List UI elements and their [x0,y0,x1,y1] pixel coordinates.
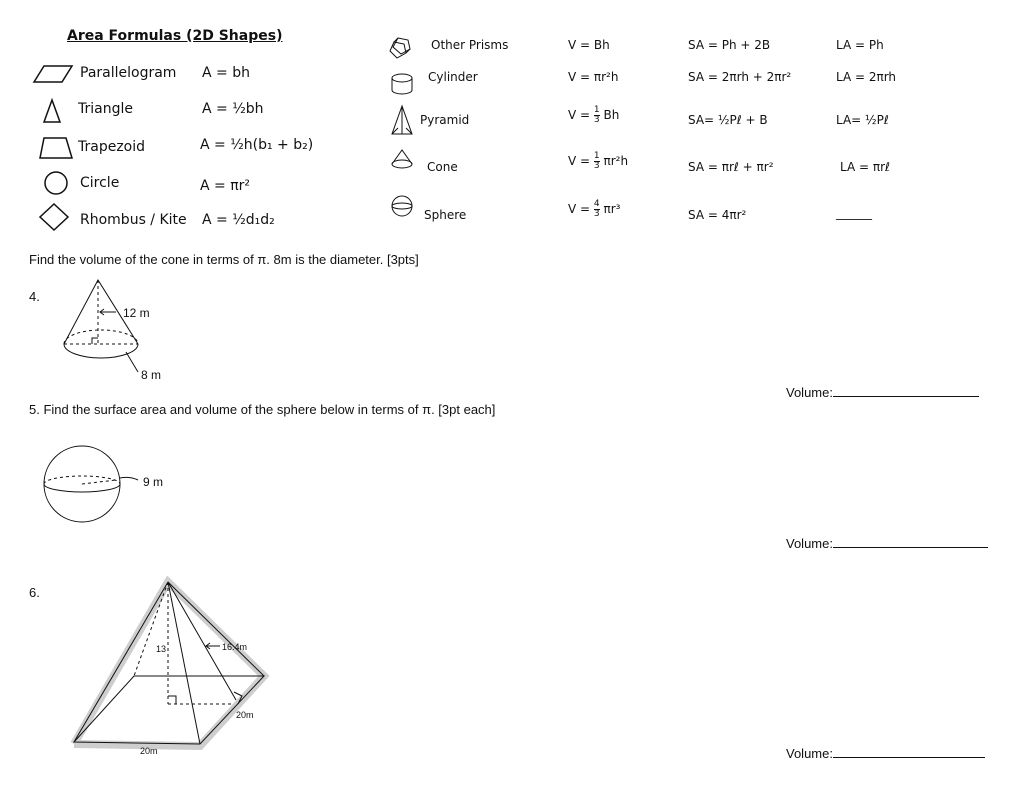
pyramid-icon [392,106,412,134]
circle-formula: A = πr² [200,178,251,194]
q6-answer [786,745,985,761]
sphere-radius-label: 9 m [143,475,164,489]
pyramid-figure [70,576,280,766]
prism-icon [390,38,410,58]
rhombus-formula: A = ½d₁d₂ [202,212,275,228]
shape-icons-2d [30,60,78,235]
circle-label: Circle [80,175,120,191]
question-4-number: 4. [29,289,40,304]
sphere-volume: V = $\frac{4}{3}$ πr³ [568,199,621,219]
trapezoid-label: Trapezoid [78,139,146,155]
cylinder-icon [392,74,412,94]
cone-volume: V = $\frac{1}{3}$ πr²h [568,151,629,171]
q6-volume-label: Volume: [786,746,833,761]
cone-height-label: 12 m [123,306,150,320]
q4-answer [786,384,979,400]
cone-lateral-area: LA = πrℓ [840,160,890,174]
q4-volume-label: Volume: [786,385,833,400]
pyramid-label: Pyramid [420,113,470,127]
prism-volume: V = Bh [568,38,610,52]
sphere-lateral-area: ______ [836,206,872,220]
area-formulas-title: Area Formulas (2D Shapes) [67,28,283,44]
cylinder-label: Cylinder [428,70,478,84]
cone-label: Cone [427,160,458,174]
q5-volume-label: Volume: [786,536,833,551]
cylinder-surface-area: SA = 2πrh + 2πr² [688,70,792,84]
triangle-icon [44,100,60,122]
parallelogram-formula: A = bh [202,65,250,81]
q4-volume-blank[interactable] [833,384,979,397]
prism-label: Other Prisms [431,38,509,52]
cylinder-lateral-area: LA = 2πrh [836,70,897,84]
trapezoid-icon [40,138,72,158]
parallelogram-label: Parallelogram [80,65,177,81]
triangle-formula: A = ½bh [202,101,264,117]
sphere-icon [392,196,412,216]
circle-icon [45,172,67,194]
pyramid-side-right-label: 20m [236,710,254,720]
pyramid-surface-area: SA= ½Pℓ + B [688,113,768,127]
q5-answer [786,535,988,551]
pyramid-volume: V = $\frac{1}{3}$ Bh [568,105,620,125]
q5-volume-blank[interactable] [833,535,988,548]
rhombus-icon [40,204,68,230]
shape-icons-3d [388,34,418,224]
prism-surface-area: SA = Ph + 2B [688,38,771,52]
q6-volume-blank[interactable] [833,745,985,758]
rhombus-label: Rhombus / Kite [80,212,187,228]
trapezoid-formula: A = ½h(b₁ + b₂) [200,137,314,153]
pyramid-side-bottom-label: 20m [140,746,158,756]
cone-diameter-label: 8 m [141,368,162,382]
sphere-surface-area: SA = 4πr² [688,208,747,222]
prism-lateral-area: LA = Ph [836,38,884,52]
sphere-label: Sphere [424,208,467,222]
pyramid-lateral-area: LA= ½Pℓ [836,113,889,127]
question-5-prompt: 5. Find the surface area and volume of the sphere below in terms of π. [3pt each] [29,402,496,417]
question-6-number: 6. [29,585,40,600]
cone-question-prompt: Find the volume of the cone in terms of π. 8m is the diameter. [3pts] [29,252,419,267]
pyramid-height-label: 13 [156,644,167,654]
cone-icon [392,150,412,168]
cylinder-volume: V = πr²h [568,70,619,84]
parallelogram-icon [34,66,72,82]
triangle-label: Triangle [78,101,133,117]
pyramid-slant-label: 16.4m [222,642,248,652]
cone-surface-area: SA = πrℓ + πr² [688,160,774,174]
